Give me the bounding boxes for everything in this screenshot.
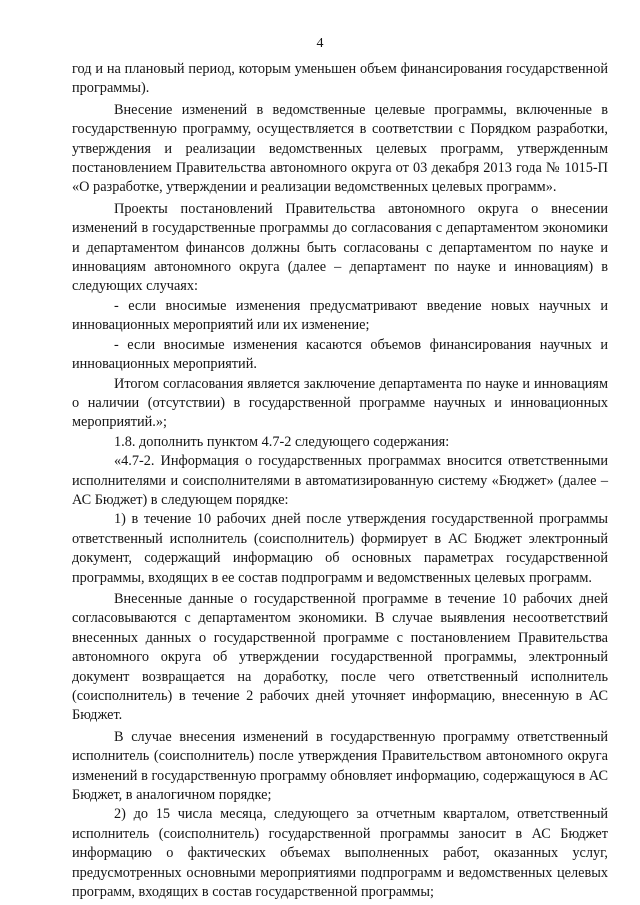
paragraph-1: год и на плановый период, которым уменьшен объем финансирования государственной программы).: [72, 61, 608, 97]
paragraph-3: Проекты постановлений Правительства автономного округа о внесении изменений в государственные программы до согласования с департаментом экономики и департаментом финансов должны быть согласованы с департаментом по науке и инновациям автономного округа (далее – департамент по науке и инновациям) в следующих случаях:: [72, 200, 608, 295]
paragraph-4: Итогом согласования является заключение департамента по науке и инновациям о наличии (отсутствии) в государственной программе научных и инновационных мероприятий.»;: [72, 375, 608, 431]
paragraph-5: 1.8. дополнить пунктом 4.7-2 следующего содержания:: [114, 433, 450, 450]
paragraph-10: 2) до 15 числа месяца, следующего за отчетным кварталом, ответственный исполнитель (соисполнитель) государственной программы заносит в АС Бюджет информацию о фактических объемах выполненных работ, оказанных услуг, предусмотренных основными мероприятиями подпрограмм и ведомственных целевых программ, входящих в состав государственной программы;: [72, 806, 608, 901]
page-number: 4: [316, 36, 324, 51]
paragraph-7: 1) в течение 10 рабочих дней после утверждения государственной программы ответственный исполнитель (соисполнитель) формирует в АС Бюджет электронный документ, содержащий информацию об основных параметрах государственной программы, входящих в ее состав подпрограмм и ведомственных целевых программ.: [72, 511, 608, 586]
list-item-2: - если вносимые изменения касаются объемов финансирования научных и инновационных мероприятий.: [72, 336, 608, 373]
paragraph-8: Внесенные данные о государственной программе в течение 10 рабочих дней согласовываются с департаментом экономики. В случае выявления несоответствий внесенных данных о государственной программе с постановлением Правительства автономного округа об утверждении государственной программы, электронный документ возвращается на доработку, после чего ответственный исполнитель (соисполнитель) в течение 2 рабочих дней уточняет информацию, внесенную в АС Бюджет.: [72, 590, 608, 724]
document-body: [72, 60, 608, 902]
paragraph-2: Внесение изменений в ведомственные целевые программы, включенные в государственную программу, осуществляется в соответствии с Порядком разработки, утверждения и реализации ведомственных целевых программ, утвержденным постановлением Правительства автономного округа от 03 декабря 2013 года № 1015-П «О разработке, утверждении и реализации ведомственных целевых программ».: [72, 101, 608, 196]
paragraph-6: «4.7-2. Информация о государственных программах вносится ответственными исполнителями и соисполнителями в автоматизированную систему «Бюджет» (далее – АС Бюджет) в следующем порядке:: [72, 453, 608, 508]
paragraph-9: В случае внесения изменений в государственную программу ответственный исполнитель (соисполнитель) после утверждения Правительством автономного округа изменений в государственную программу обновляет информацию, содержащуюся в АС Бюджет, в аналогичном порядке;: [72, 728, 608, 804]
list-item-1: - если вносимые изменения предусматривают введение новых научных и инновационных мероприятий или их изменение;: [72, 297, 608, 334]
